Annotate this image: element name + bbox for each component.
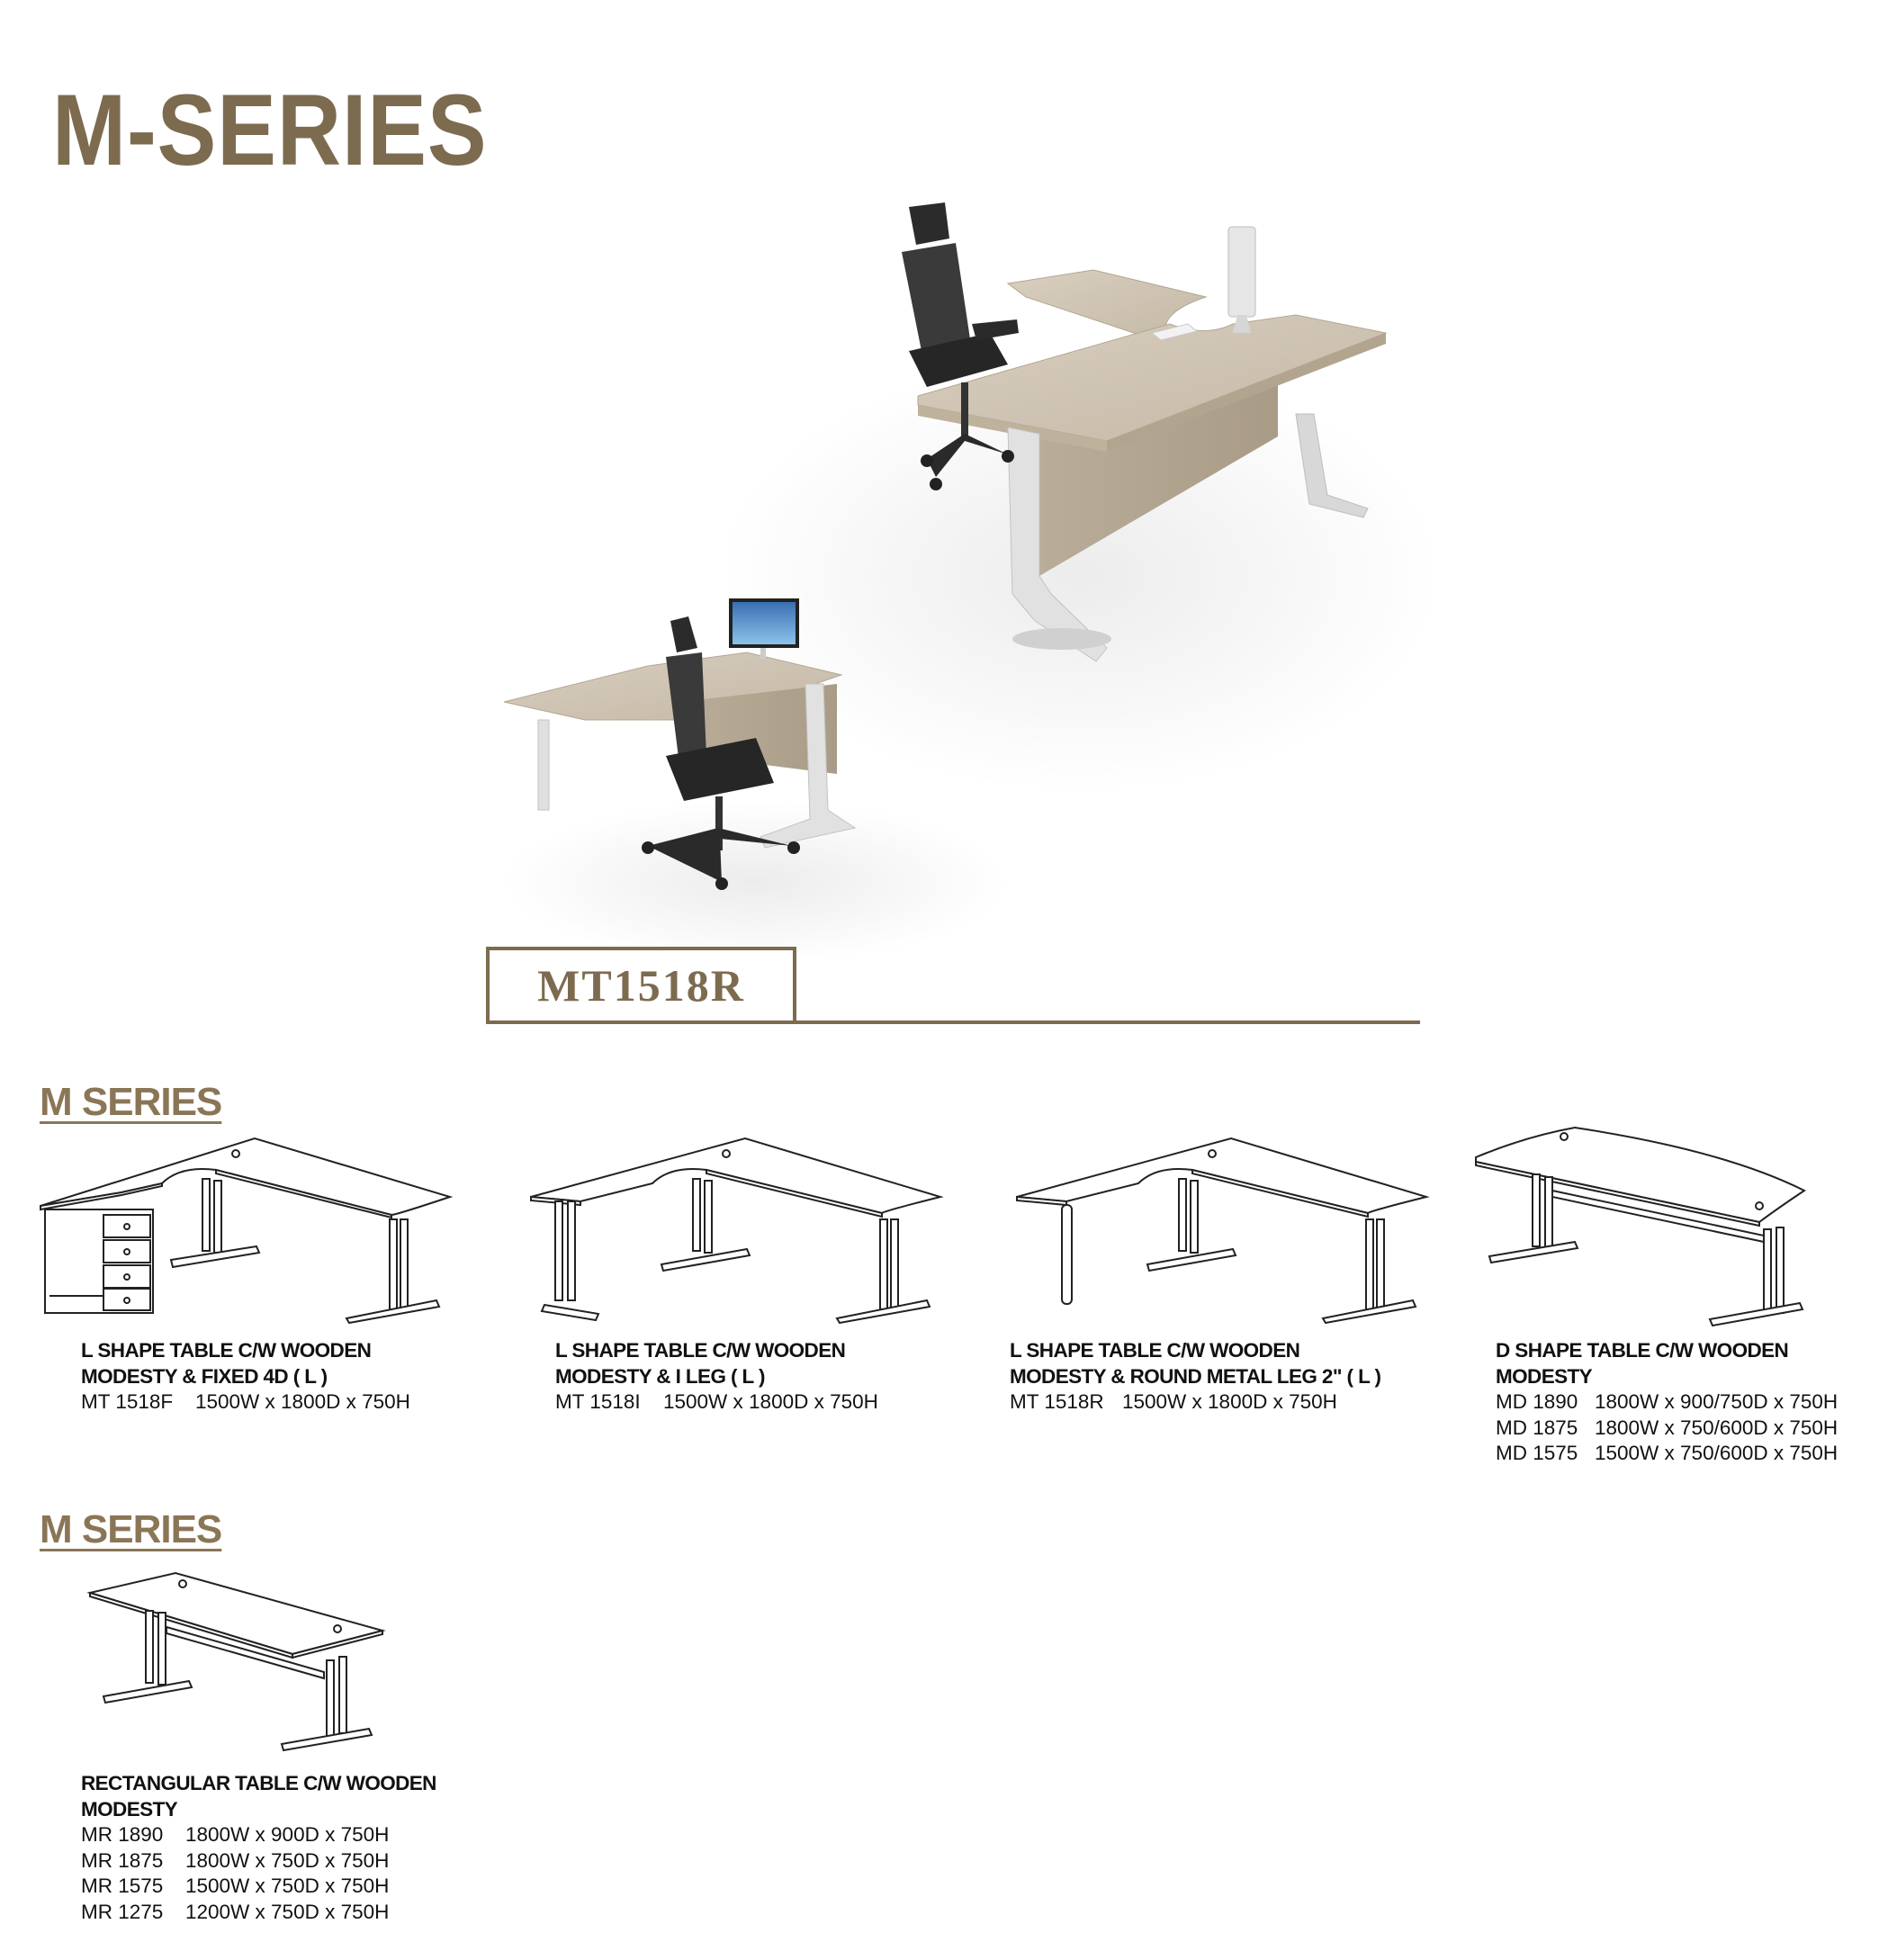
section-title: M SERIES [40, 1507, 222, 1551]
d-shape-table-drawing [1471, 1123, 1813, 1330]
product-dimensions: 1200W x 750D x 750H [185, 1900, 390, 1923]
product-dimensions: 1500W x 1800D x 750H [195, 1390, 410, 1413]
product-code: MT 1518F [81, 1390, 174, 1413]
product-caption [555, 1338, 878, 1416]
page-title: M-SERIES [52, 74, 488, 186]
product-code: MD 1875 [1496, 1416, 1578, 1439]
product-dimensions: 1800W x 750D x 750H [185, 1848, 390, 1872]
product-code: MR 1275 [81, 1900, 164, 1923]
product-title: D SHAPE TABLE C/W WOODEN MODESTY [1496, 1339, 1789, 1388]
hero-product-photo [486, 198, 1431, 954]
spec-row [81, 1848, 436, 1875]
product-dimensions: 1500W x 750D x 750H [185, 1875, 390, 1897]
product-caption [1496, 1338, 1838, 1467]
product-title: L SHAPE TABLE C/W WOODEN MODESTY & FIXED 4D ( L ) [81, 1339, 372, 1388]
product-code: MR 1890 [81, 1823, 164, 1846]
product-caption [81, 1771, 436, 1925]
product-dimensions: 1500W x 1800D x 750H [1122, 1390, 1337, 1413]
product-code: MD 1575 [1496, 1442, 1578, 1464]
spec-row [81, 1900, 436, 1926]
spec-row [1010, 1389, 1380, 1416]
product-dimensions: 1500W x 1800D x 750H [663, 1390, 878, 1413]
model-label: MT1518R [486, 947, 796, 1024]
spec-row [81, 1874, 436, 1900]
section-title: M SERIES [40, 1080, 222, 1124]
product-caption [1010, 1338, 1380, 1416]
product-dimensions: 1500W x 750/600D x 750H [1595, 1442, 1839, 1464]
spec-row [555, 1389, 878, 1416]
product-title: RECTANGULAR TABLE C/W WOODEN MODESTY [81, 1772, 436, 1821]
product-title: L SHAPE TABLE C/W WOODEN MODESTY & ROUND METAL LEG 2" ( L ) [1010, 1339, 1381, 1388]
l-shape-fixed-pedestal-drawing [36, 1134, 459, 1327]
spec-row [81, 1822, 436, 1848]
product-dimensions: 1800W x 900/750D x 750H [1595, 1390, 1839, 1413]
product-code: MT 1518R [1010, 1390, 1104, 1413]
spec-row [1496, 1389, 1838, 1416]
spec-row [1496, 1416, 1838, 1442]
product-code: MD 1890 [1496, 1390, 1578, 1413]
spec-row [1496, 1441, 1838, 1467]
model-label-rule [795, 1020, 1420, 1024]
l-shape-round-leg-drawing [1012, 1134, 1435, 1327]
product-dimensions: 1800W x 750/600D x 750H [1595, 1416, 1839, 1439]
product-code: MR 1875 [81, 1848, 164, 1872]
product-caption [81, 1338, 410, 1416]
product-dimensions: 1800W x 900D x 750H [185, 1823, 390, 1846]
product-code: MT 1518I [555, 1390, 641, 1413]
spec-row [81, 1389, 410, 1416]
l-shape-i-leg-drawing [526, 1134, 949, 1327]
product-code: MR 1575 [81, 1875, 164, 1897]
rectangular-table-drawing [85, 1566, 391, 1755]
product-title: L SHAPE TABLE C/W WOODEN MODESTY & I LEG ( L ) [555, 1339, 846, 1388]
